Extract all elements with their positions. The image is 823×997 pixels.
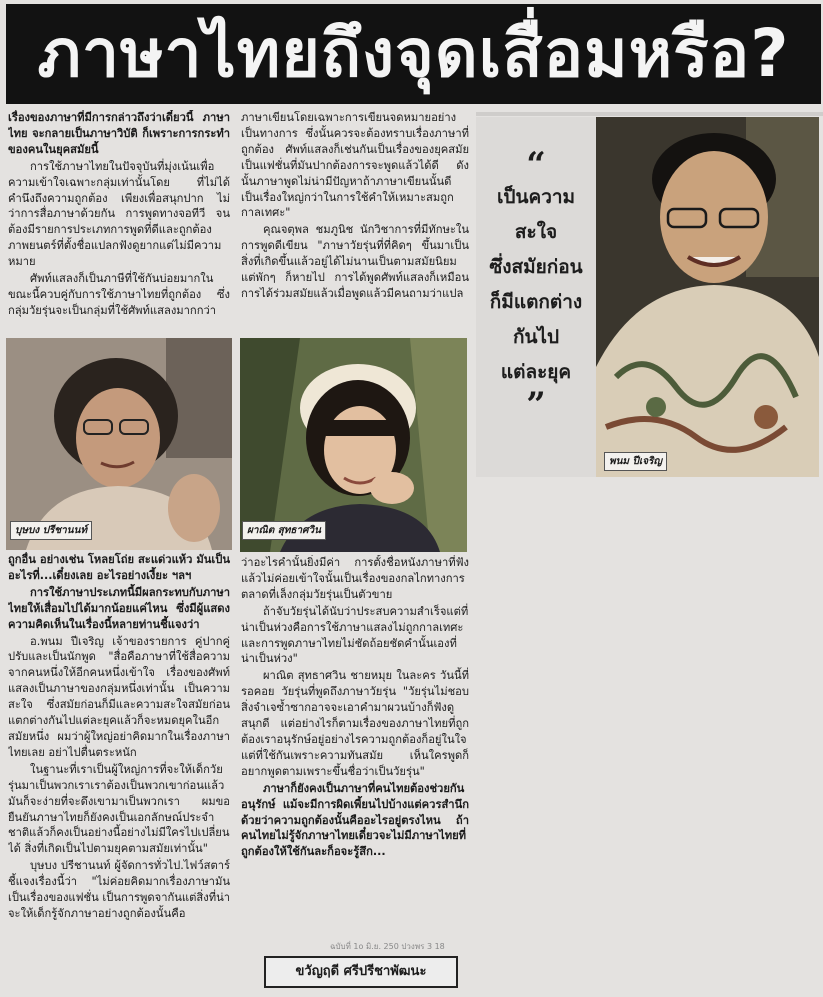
photo-caption-middle: ผาณิต สุทธาศวิน [242, 521, 326, 540]
article-paragraph: บุษบง ปรีชานนท์ ผู้จัดการทั่วไป.ไฟว์สตาร์ ชี้แจงเรื่องนี้ว่า "ไม่ค่อยคิดมากเรื่องภาษามันเป็นเรื่องของแฟชั่น เป็นการพูดจากันแต่สิ่งที่น่าจะให้เด็กรู้จักภาษาอย่างถูกต้องนั้นคือ [8, 859, 230, 920]
article-column-middle-bottom [241, 555, 469, 958]
pull-quote-line: ก็มีแตกต่าง [489, 291, 583, 313]
article-column-left-bottom [8, 552, 230, 997]
divider [476, 112, 823, 116]
article-paragraph: ว่าอะไรคำนั้นยิ่งมีค่า การตั้งชื่อหนังภาษาที่ฟังแล้วไม่ค่อยเข้าใจนั้นเป็นเรื่องของกลไกทางการตลาดที่เล็งกลุ่มวัยรุ่นเป็นตัวขาย [241, 556, 469, 601]
headline: ภาษาไทยถึงจุดเสื่อมหรือ? [37, 15, 790, 92]
article-paragraph: การใช้ภาษาประเภทนี้มีผลกระทบกับภาษาไทยให้เสื่อมไปได้มากน้อยแค่ไหน ซึ่งมีผู้แสดงความคิดเห็นในเรื่องนี้หลายท่านชี้แจงว่า [8, 585, 230, 631]
pull-quote-line: กันไป [512, 326, 560, 348]
article-paragraph: ถูกอื่น อย่างเช่น โหลยโถ่ย สะแด่วแห้ว มันเป็นอะไรที่...เดี๋ยงเลย อะไรอย่างเงี้ยะ ฯลฯ [8, 553, 230, 582]
article-paragraph: ในฐานะที่เราเป็นผู้ใหญ่การที่จะให้เด็กวัยรุ่นมาเป็นพวกเราเราต้องเป็นพวกเขาก่อนแล้วมันก็จะง่ายที่จะดึงเขามาเป็นพวกเรา ผมขอยืนยันภาษาไทยก็ยังคงเป็นเอกลักษณ์ประจำชาติแล้วก็คงเป็นอย่างนี้อย่างไม่มีใครไปเปลี่ยนได้ สิ่งที่เกิดเป็นไปตามยุคตามสมัยเท่านั้น" [8, 762, 230, 856]
article-column-middle-top [241, 110, 469, 336]
portrait-girl-headband-image [240, 338, 467, 552]
article-paragraph: ผาณิต สุทธาศวิน ชายหมุย ในละคร วันนี้ที่รอคอย วัยรุ่นที่พูดถึงภาษาวัยรุ่น "วัยรุ่นไม่ชอบสิ่งจำเจซ้ำซากอาจจะเอาคำมาผวนบ้างก็ฟังดูสนุกดี แต่อย่างไรก็ตามเรื่องของภาษาไทยที่ถูกต้องเราอนุรักษ์อยู่อย่างไรความถูกต้องก็อยู่ในใจ แต่ที่ใช้กันเพราะความทันสมัย เห็นใครพูดก็อยากพูดตามเพราะขึ้นชื่อว่าเป็นวัยรุ่น" [241, 669, 469, 778]
photo-phanom [596, 117, 819, 477]
article-paragraph: ศัพท์แสลงก็เป็นภาษีที่ใช้กันบ่อยมากในขณะนี้ควบคู่กับการใช้ภาษาไทยที่ถูกต้อง ซึ่งกลุ่มวัยรุ่นจะเป็นกลุ่มที่ใช้ศัพท์แสลงมากกว่า [8, 272, 230, 317]
portrait-man-smiling-image [596, 117, 819, 477]
quote-close-mark: ” [526, 385, 546, 425]
pull-quote-line: แต่ละยุค [500, 361, 572, 383]
article-paragraph: ภาษาก็ยังคงเป็นภาษาที่คนไทยต้องช่วยกันอนุรักษ์ แม้จะมีการผิดเพี้ยนไปบ้างแต่ควรสำนึกด้วยว่าความถูกต้องนั้นคืออะไรอยู่ตรงไหน ถ้าคนไทยไม่รู้จักภาษาไทยเดี๋ยวจะไม่มีภาษาไทยที่ถูกต้องให้ใช้กันละก็อจะรู้สึก... [241, 781, 469, 859]
photo-caption-left: บุษบง ปรีชานนท์ [10, 521, 92, 540]
pull-quote-line: ซึ่งสมัยก่อน [489, 256, 583, 278]
pull-quote-line: สะใจ [514, 221, 558, 243]
article-paragraph: ภาษาเขียนโดยเฉพาะการเขียนจดหมายอย่างเป็นทางการ ซึ่งนั้นควรจะต้องทราบเรื่องภาษาที่ถูกต้อง ศัพท์แสลงก็เช่นกันเป็นเรื่องของยุคสมัย เป็นแฟชั่นที่มันปากต้องการจะพูดแล้วได้ดี ดังนั้นภาษาพูดไม่น่ามีปัญหาถ้าภาษาเขียนนั้นดีเป็นเรื่องใหญ่กว่าในการใช้คำให้เหมาะสมถูกกาลเทศะ" [241, 111, 469, 220]
portrait-woman-glasses-image [6, 338, 232, 550]
photo-caption-right: พนม ปีเจริญ [604, 452, 667, 471]
article-paragraph: การใช้ภาษาไทยในปัจจุบันที่มุ่งเน้นเพื่อความเข้าใจเฉพาะกลุ่มเท่านั้นโดย ที่ไม่ได้คำนึงถึงความถูกต้อง เพียงเพื่อสนุกปาก ไม่ว่าการสื่อภาษาด้วยกัน การพูดทางจอทีวี จนต้องมีรายการประเภทการพูดที่ดีและถูกต้อง ภาพยนตร์ที่ตั้งชื่อแปลกฟังดูยากแต่ไม่มีความหมาย [8, 159, 230, 269]
article-paragraph: คุณจตุพล ชมภูนิช นักวิชาการที่มีทักษะในการพูดดีเขียน "ภาษาวัยรุ่นที่ที่คิดๆ ขึ้นมาเป็นสิ่งที่เกิดขึ้นแล้วอยู่ได้ไม่นานเป็นตามสมัยนิยมแต่พักๆ ก็หายไป การได้พูดศัพท์แสลงก็เหมือนการได้ร่วมสมัยแล้วเมื่อพูดแล้วมีคนถามว่าแปล [241, 223, 469, 300]
author-byline: ขวัญฤดี ศรีปรีชาพัฒนะ [264, 956, 458, 988]
pull-quote-lines [478, 180, 594, 390]
quote-open-mark: “ [526, 145, 546, 185]
photo-busabong [6, 338, 232, 550]
article-paragraph: อ.พนม ปีเจริญ เจ้าของรายการ คู่ปากคู่ปรับและเป็นนักพูด "สื่อคือภาษาที่ใช้สื่อความจากคนหนึ่งให้อีกคนหนึ่งเข้าใจ เรื่องของศัพท์แสลงเป็นภาษาของกลุ่มหนึ่งเท่านั้น เป็นความสะใจ ซึ่งสมัยก่อนก็มีและความสะใจสมัยก่อนแตกต่างกันไปแต่ละยุคแล้วก็จะหมดยุคในอีกสมัยหนึ่ง ผมว่าผู้ใหญ่อย่าคิดมากในเรื่องภาษาไทยเลย อย่าไปตื่นตระหนัก [8, 634, 230, 759]
article-paragraph: ถ้าจับวัยรุ่นได้นับว่าประสบความสำเร็จแต่ที่น่าเป็นห่วงคือการใช้ภาษาแสลงไม่ถูกกาลเทศะ และการพูดภาษาไทยไม่ชัดถ้อยชัดคำนั้นเองที่น่าเป็นห่วง" [241, 604, 469, 666]
pull-quote-line: เป็นความ [496, 186, 576, 208]
date-stamp: ฉบับที่ 1o มิ.ย. 250 ปวงพร 3 18 [330, 942, 445, 951]
headline-bar [6, 4, 821, 104]
article-column-left-top [8, 110, 230, 336]
article-paragraph: เรื่องของภาษาที่มีการกล่าวถึงว่าเดี๋ยวนี้ ภาษาไทย จะกลายเป็นภาษาวิบัติ ก็เพราะการกระทำของคนในยุคสมัยนี้ [8, 111, 230, 156]
photo-phanit [240, 338, 467, 552]
pull-quote [478, 145, 594, 425]
